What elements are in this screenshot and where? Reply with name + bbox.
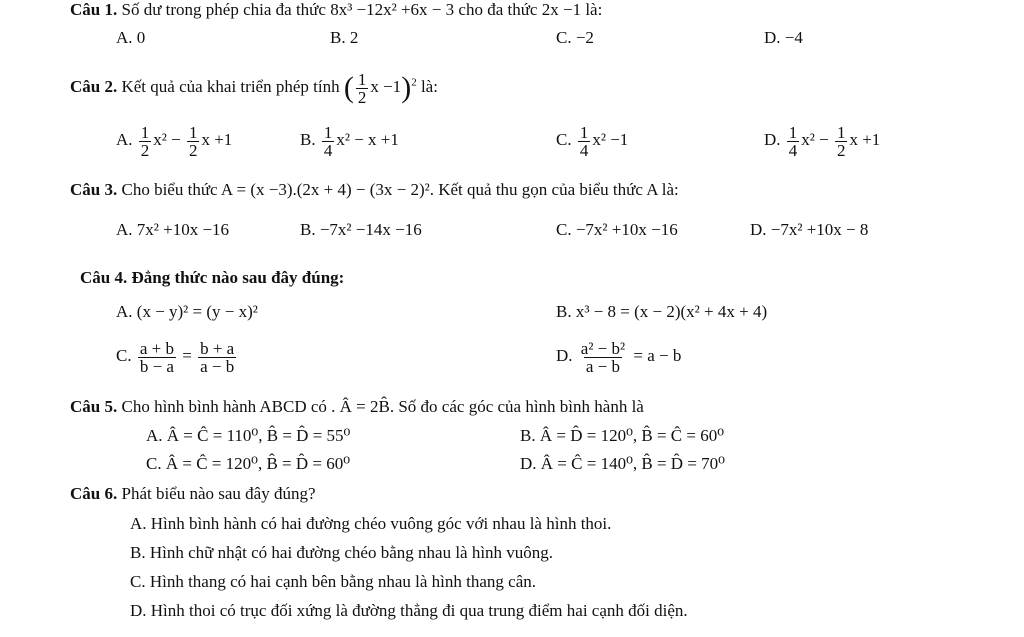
q1-option-b[interactable]: B. 2 xyxy=(330,28,359,47)
q4-option-d[interactable]: D. $\frac{\text{a² − b²}}{a - b}$ = a − b xyxy=(556,338,682,376)
q1-text-b: cho đa thức xyxy=(458,0,538,19)
q5-option-a[interactable]: A. Â = Ĉ = 110⁰, B̂ = D̂ = 55⁰ xyxy=(146,426,351,445)
q4-option-a[interactable]: A. (x − y)² = (y − x)² xyxy=(116,302,258,321)
q5-option-b[interactable]: B. Â = D̂ = 120⁰, B̂ = Ĉ = 60⁰ xyxy=(520,426,725,445)
q5-text-a: Cho hình bình hành ABCD có . Â = 2B̂. Số đo các góc của hình bình hành là xyxy=(121,397,644,416)
q2-expr-fraction: $\frac{1}{2}$ xyxy=(357,69,367,107)
q5-option-c[interactable]: C. Â = Ĉ = 120⁰, B̂ = D̂ = 60⁰ xyxy=(146,454,351,473)
q2-label: Câu 2. xyxy=(70,77,118,96)
q3-option-c[interactable]: C. −7x² +10x −16 xyxy=(556,220,678,239)
q1-divisor: 2x −1 xyxy=(541,0,582,19)
q6-option-a[interactable]: A. Hình bình hành có hai đường chéo vuông góc với nhau là hình thoi. xyxy=(130,514,612,533)
q1-option-a[interactable]: A. 0 xyxy=(116,28,146,47)
q2-option-d[interactable]: D. $\frac{1}{4}$ x² − $\frac{1}{2}$ x +1 xyxy=(764,122,881,160)
q4-label: Câu 4. xyxy=(80,268,128,287)
q3-expr: A = (x −3).(2x + 4) − (3x − 2)² xyxy=(220,180,430,199)
q1-text-a: Số dư trong phép chia đa thức xyxy=(121,0,326,19)
q5-label: Câu 5. xyxy=(70,397,118,416)
q2-option-b[interactable]: B. $\frac{1}{4}$ x² − x +1 xyxy=(300,122,399,160)
q3-option-a[interactable]: A. 7x² +10x −16 xyxy=(116,220,230,239)
q1-stem xyxy=(70,0,602,20)
q3-stem xyxy=(70,180,679,200)
q2-text-b: là: xyxy=(420,77,438,96)
q1-text-c: là: xyxy=(585,0,603,19)
q4-text-a: Đẳng thức nào sau đây đúng: xyxy=(131,268,345,287)
q1-option-d[interactable]: D. −4 xyxy=(764,28,803,47)
q2-stem: Câu 2. Kết quả của khai triển phép tính ( $\frac{1}{2}$ x −1)$^2$ là: xyxy=(70,69,438,107)
q6-option-c[interactable]: C. Hình thang có hai cạnh bên bằng nhau là hình thang cân. xyxy=(130,572,536,591)
q6-stem xyxy=(70,484,316,504)
q2-option-c[interactable]: C. $\frac{1}{4}$ x² −1 xyxy=(556,122,629,160)
q1-option-c[interactable]: C. −2 xyxy=(556,28,594,47)
q4-option-b[interactable]: B. x³ − 8 = (x − 2)(x² + 4x + 4) xyxy=(556,302,768,321)
q6-option-d[interactable]: D. Hình thoi có trục đối xứng là đường thẳng đi qua trung điểm hai cạnh đối diện. xyxy=(130,601,688,620)
q3-text-b: . Kết quả thu gọn của biểu thức A là: xyxy=(429,180,679,199)
q1-label: Câu 1. xyxy=(70,0,118,19)
q3-label: Câu 3. xyxy=(70,180,118,199)
q5-stem xyxy=(70,397,644,417)
q6-text-a: Phát biểu nào sau đây đúng? xyxy=(121,484,316,503)
q2-option-a[interactable]: A. $\frac{1}{2}$ x² − $\frac{1}{2}$ x +1 xyxy=(116,122,233,160)
q4-option-c[interactable]: C. $\frac{a + b}{b - a}$ = $\frac{b + a}{a - b}$ xyxy=(116,338,235,376)
q2-text-a: Kết quả của khai triển phép tính xyxy=(121,77,340,96)
q6-option-b[interactable]: B. Hình chữ nhật có hai đường chéo bằng nhau là hình vuông. xyxy=(130,543,554,562)
q4-stem xyxy=(80,268,344,288)
q3-option-b[interactable]: B. −7x² −14x −16 xyxy=(300,220,422,239)
q1-poly: 8x³ −12x² +6x − 3 xyxy=(330,0,455,19)
q3-text-a: Cho biểu thức xyxy=(121,180,218,199)
q6-label: Câu 6. xyxy=(70,484,118,503)
q5-option-d[interactable]: D. Â = Ĉ = 140⁰, B̂ = D̂ = 70⁰ xyxy=(520,454,725,473)
q3-option-d[interactable]: D. −7x² +10x − 8 xyxy=(750,220,869,239)
